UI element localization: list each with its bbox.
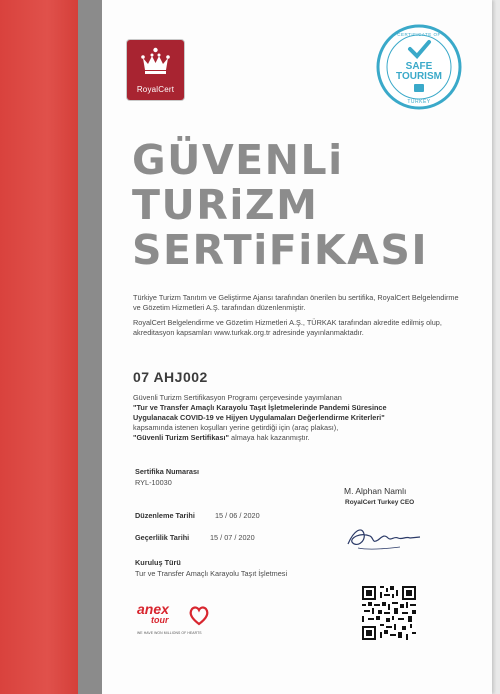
qr-code [362,586,416,640]
intro-paragraph-1: Türkiye Turizm Tanıtım ve Geliştirme Ajansı tarafından önerilen bu sertifika, RoyalCert Belgelendirme ve Gözetim Hizmetleri A.Ş. tarafından düzenlenmiştir. [133,293,459,312]
org-type: Tur ve Transfer Amaçlı Karayolu Taşıt İşletmesi [135,569,288,578]
heart-icon [187,603,211,627]
seal-top-text: CERTIFICATE OF [397,32,441,37]
signature [344,520,424,554]
gray-side-band [78,0,102,694]
validity-date: 15 / 07 / 2020 [210,533,255,542]
cert-number: RYL-10030 [135,478,172,487]
issue-date: 15 / 06 / 2020 [215,511,260,520]
safe-tourism-seal [376,24,462,110]
seal-bottom-text: TURKEY [407,99,431,105]
signatory-name: M. Alphan Namlı [344,486,407,496]
royalcert-logo [127,40,184,100]
royalcert-wordmark: RoyalCert [136,85,175,94]
statement: Güvenli Turizm Sertifikasyon Programı çerçevesinde yayımlanan "Tur ve Transfer Amaçlı Karayolu Taşıt İşletmelerinde Pandemi Süresince Uygulanacak COVID-19 ve Hijyen Uygulamaları Değerlendirme Kriterleri" kapsamında istenen koşulları yerine getirdiği için (araç plakası), "Güvenli Turizm Sertifikası" almaya hak kazanmıştır. [133,393,387,442]
crown-icon [140,46,171,76]
org-type-label: Kuruluş Türü [135,558,181,567]
issue-date-label: Düzenleme Tarihi [135,511,195,520]
signatory-title: RoyalCert Turkey CEO [345,499,415,506]
red-side-band [0,0,79,694]
validity-date-label: Geçerlilik Tarihi [135,533,190,542]
intro-paragraph-2: RoyalCert Belgelendirme ve Gözetim Hizmetleri A.Ş., TÜRKAK tarafından akredite edilmiş olup, akreditasyon kapsamları www.turkak.org.tr adresinde yayınlanmaktadır. [133,318,442,337]
certificate-code: 07 AHJ002 [133,369,208,385]
certificate-title: GÜVENLi TURiZM SERTiFiKASI [132,136,429,274]
cert-number-label: Sertifika Numarası [135,467,200,476]
anex-tour-logo: anex tour WE HAVE WON MILLIONS OF HEARTS [137,601,217,641]
seal-title: SAFE TOURISM [396,61,442,82]
